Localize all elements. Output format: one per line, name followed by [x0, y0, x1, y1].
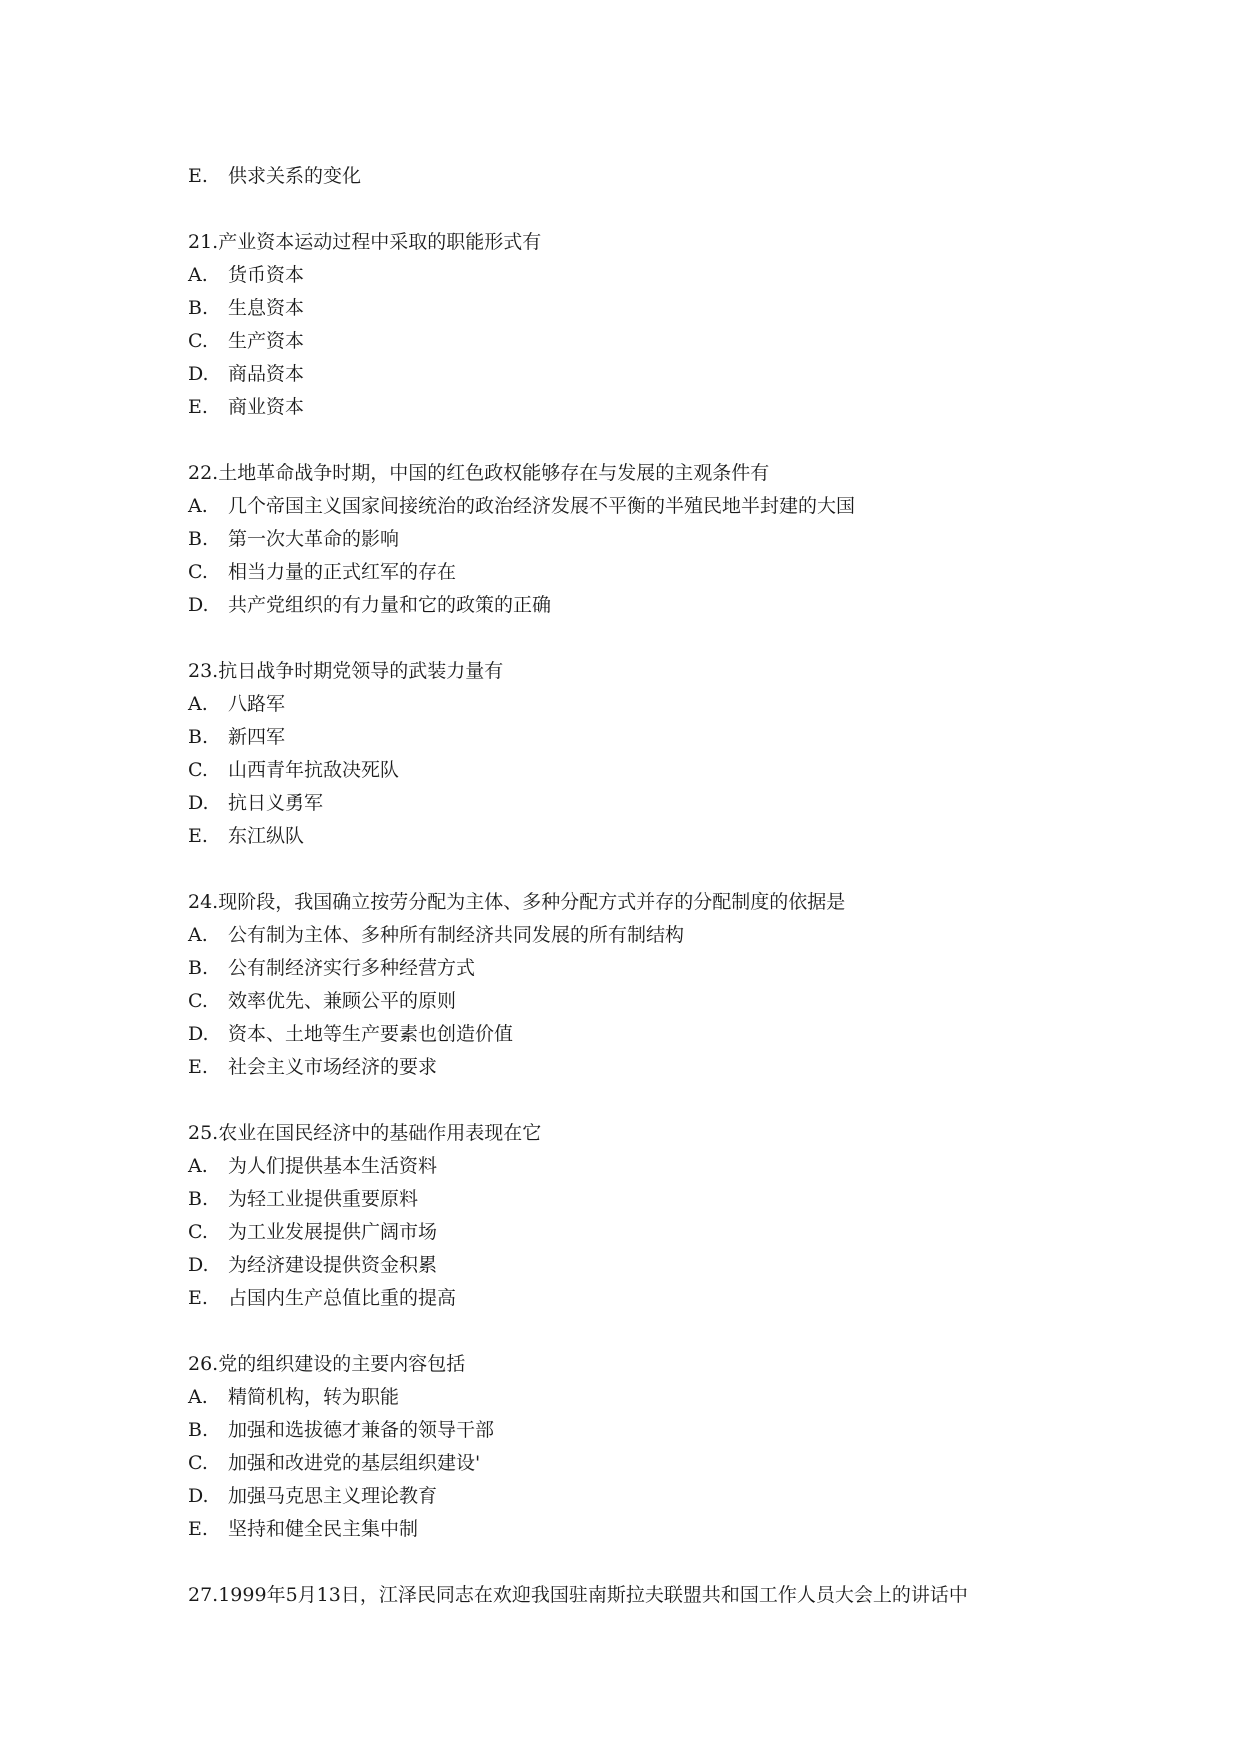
question-text: 1999年5月13日，江泽民同志在欢迎我国驻南斯拉夫联盟共和国工作人员大会上的讲话中	[218, 1584, 968, 1606]
option-text: 八路军	[228, 693, 286, 715]
option-letter: A.	[188, 495, 208, 517]
option-letter: C.	[188, 759, 208, 781]
answer-option	[188, 589, 1088, 622]
answer-option	[188, 688, 1088, 721]
option-text: 几个帝国主义国家间接统治的政治经济发展不平衡的半殖民地半封建的大国	[228, 495, 856, 517]
question-stem	[188, 1348, 1088, 1381]
option-text: 为经济建设提供资金积累	[228, 1254, 438, 1276]
question-text: 抗日战争时期党领导的武装力量有	[218, 660, 504, 682]
question-text: 现阶段，我国确立按劳分配为主体、多种分配方式并存的分配制度的依据是	[218, 891, 846, 913]
option-letter: E.	[188, 1518, 208, 1540]
option-letter: E.	[188, 1287, 208, 1309]
option-letter: C.	[188, 1452, 208, 1474]
answer-option	[188, 1447, 1088, 1480]
answer-option	[188, 952, 1088, 985]
option-letter: D.	[188, 1485, 209, 1507]
answer-option	[188, 1513, 1088, 1546]
answer-option	[188, 292, 1088, 325]
option-text: 共产党组织的有力量和它的政策的正确	[228, 594, 552, 616]
answer-option	[188, 358, 1088, 391]
question-number: 27.	[188, 1584, 219, 1606]
spacer	[188, 1315, 1088, 1348]
option-text: 公有制经济实行多种经营方式	[228, 957, 476, 979]
question-text: 产业资本运动过程中采取的职能形式有	[218, 231, 542, 253]
answer-option	[188, 325, 1088, 358]
option-text: 山西青年抗敌决死队	[228, 759, 400, 781]
question-number: 23.	[188, 660, 219, 682]
spacer	[188, 1084, 1088, 1117]
answer-option	[188, 523, 1088, 556]
question-text: 农业在国民经济中的基础作用表现在它	[218, 1122, 542, 1144]
option-text: 加强和改进党的基层组织建设'	[228, 1452, 481, 1474]
option-letter: C.	[188, 1221, 208, 1243]
option-text: 占国内生产总值比重的提高	[228, 1287, 457, 1309]
question-number: 24.	[188, 891, 219, 913]
option-letter: A.	[188, 1155, 208, 1177]
option-letter: C.	[188, 990, 208, 1012]
question-text: 土地革命战争时期，中国的红色政权能够存在与发展的主观条件有	[218, 462, 770, 484]
option-letter: C.	[188, 330, 208, 352]
option-letter: A.	[188, 264, 208, 286]
option-text: 为工业发展提供广阔市场	[228, 1221, 438, 1243]
option-text: 商业资本	[228, 396, 305, 418]
option-letter: C.	[188, 561, 208, 583]
option-letter: E.	[188, 1056, 208, 1078]
question-stem	[188, 886, 1088, 919]
option-text: 新四军	[228, 726, 286, 748]
option-text: 东江纵队	[228, 825, 305, 847]
option-text: 抗日义勇军	[228, 792, 324, 814]
option-text: 为人们提供基本生活资料	[228, 1155, 438, 1177]
answer-option	[188, 754, 1088, 787]
option-letter: D.	[188, 363, 209, 385]
question-stem	[188, 226, 1088, 259]
option-text: 加强马克思主义理论教育	[228, 1485, 438, 1507]
option-letter: B.	[188, 528, 209, 550]
answer-option	[188, 1018, 1088, 1051]
option-letter: D.	[188, 792, 209, 814]
question-number: 26.	[188, 1353, 219, 1375]
option-letter: A.	[188, 693, 208, 715]
option-letter: D.	[188, 594, 209, 616]
option-text: 生息资本	[228, 297, 305, 319]
question-number: 22.	[188, 462, 219, 484]
option-letter: B.	[188, 1188, 209, 1210]
option-letter: A.	[188, 924, 208, 946]
option-letter: B.	[188, 1419, 209, 1441]
option-text: 为轻工业提供重要原料	[228, 1188, 419, 1210]
option-text: 加强和选拔德才兼备的领导干部	[228, 1419, 495, 1441]
answer-option	[188, 556, 1088, 589]
answer-option	[188, 490, 1088, 523]
question-number: 25.	[188, 1122, 219, 1144]
spacer	[188, 622, 1088, 655]
answer-option	[188, 919, 1088, 952]
answer-option	[188, 1216, 1088, 1249]
answer-option	[188, 391, 1088, 424]
answer-option	[188, 1282, 1088, 1315]
option-text: 第一次大革命的影响	[228, 528, 400, 550]
option-letter: A.	[188, 1386, 208, 1408]
option-text: 效率优先、兼顾公平的原则	[228, 990, 457, 1012]
option-text: 资本、土地等生产要素也创造价值	[228, 1023, 514, 1045]
answer-option	[188, 1414, 1088, 1447]
option-text: 商品资本	[228, 363, 305, 385]
answer-option	[188, 1183, 1088, 1216]
option-text: 供求关系的变化	[228, 165, 362, 187]
question-number: 21.	[188, 231, 219, 253]
answer-option	[188, 259, 1088, 292]
answer-option	[188, 1480, 1088, 1513]
answer-option	[188, 985, 1088, 1018]
answer-option	[188, 160, 1088, 193]
option-letter: D.	[188, 1254, 209, 1276]
option-text: 坚持和健全民主集中制	[228, 1518, 419, 1540]
option-text: 生产资本	[228, 330, 305, 352]
question-stem	[188, 1579, 1088, 1612]
option-letter: D.	[188, 1023, 209, 1045]
option-letter: B.	[188, 726, 209, 748]
spacer	[188, 424, 1088, 457]
option-letter: B.	[188, 297, 209, 319]
answer-option	[188, 787, 1088, 820]
option-text: 相当力量的正式红军的存在	[228, 561, 457, 583]
exam-content	[188, 160, 1088, 1612]
option-text: 精简机构，转为职能	[228, 1386, 400, 1408]
answer-option	[188, 1381, 1088, 1414]
answer-option	[188, 1150, 1088, 1183]
option-letter: E.	[188, 165, 208, 187]
option-letter: E.	[188, 396, 208, 418]
option-letter: B.	[188, 957, 209, 979]
option-text: 公有制为主体、多种所有制经济共同发展的所有制结构	[228, 924, 685, 946]
question-stem	[188, 655, 1088, 688]
question-stem	[188, 1117, 1088, 1150]
answer-option	[188, 820, 1088, 853]
answer-option	[188, 721, 1088, 754]
answer-option	[188, 1249, 1088, 1282]
question-text: 党的组织建设的主要内容包括	[218, 1353, 466, 1375]
question-stem	[188, 457, 1088, 490]
spacer	[188, 1546, 1088, 1579]
option-text: 社会主义市场经济的要求	[228, 1056, 438, 1078]
spacer	[188, 193, 1088, 226]
spacer	[188, 853, 1088, 886]
option-text: 货币资本	[228, 264, 305, 286]
option-letter: E.	[188, 825, 208, 847]
answer-option	[188, 1051, 1088, 1084]
